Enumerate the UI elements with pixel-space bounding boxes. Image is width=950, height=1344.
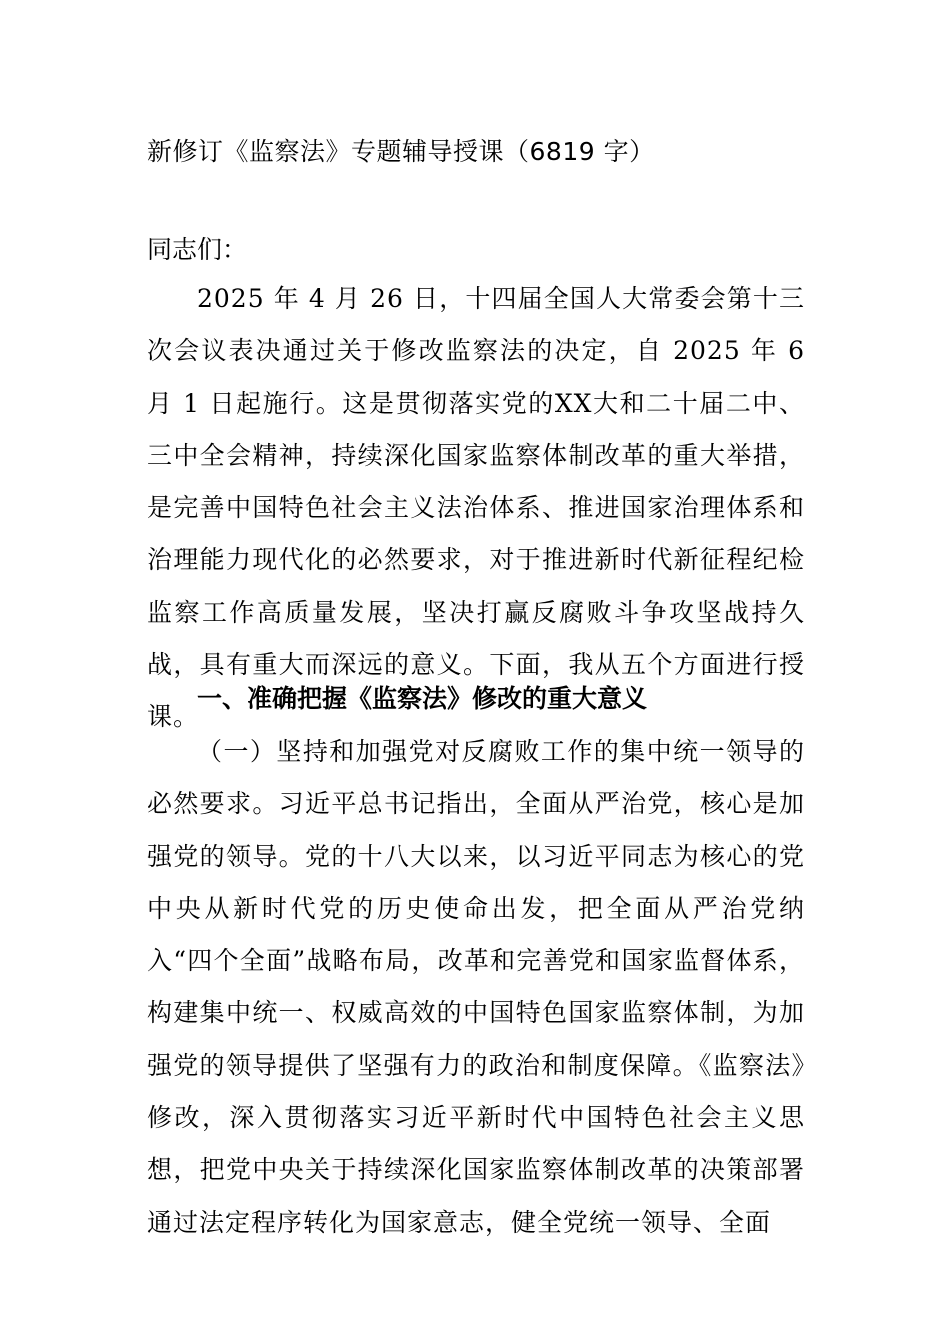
salutation: 同志们： <box>147 235 248 264</box>
section-heading-1: 一、准确把握《监察法》修改的重大意义 <box>197 684 648 713</box>
document-title: 新修订《监察法》专题辅导授课（6819 字） <box>147 137 655 166</box>
subsection-paragraph-1: （一）坚持和加强党对反腐败工作的集中统一领导的必然要求。习近平总书记指出，全面从严治党，核心是加强党的领导。党的十八大以来，以习近平同志为核心的党中央从新时代党的历史使命出发，把全面从严治党纳入“四个全面”战略布局，改革和完善党和国家监督体系，构建集中统一、权威高效的中国特色国家监察体制，为加强党的领导提供了坚强有力的政治和制度保障。《监察法》修改，深入贯彻落实习近平新时代中国特色社会主义思想，把党中央关于持续深化国家监察体制改革的决策部署通过法定程序转化为国家意志，健全党统一领导、全面 <box>147 737 805 1237</box>
intro-paragraph: 2025 年 4 月 26 日，十四届全国人大常委会第十三次会议表决通过关于修改监察法的决定，自 2025 年 6 月 1 日起施行。这是贯彻落实党的XX大和二十届二中、三中全会精神，持续深化国家监察体制改革的重大举措，是完善中国特色社会主义法治体系、推进国家治理体系和治理能力现代化的必然要求，对于推进新时代新征程纪检监察工作高质量发展，坚决打赢反腐败斗争攻坚战持久战，具有重大而深远的意义。下面，我从五个方面进行授课。 <box>147 284 805 732</box>
